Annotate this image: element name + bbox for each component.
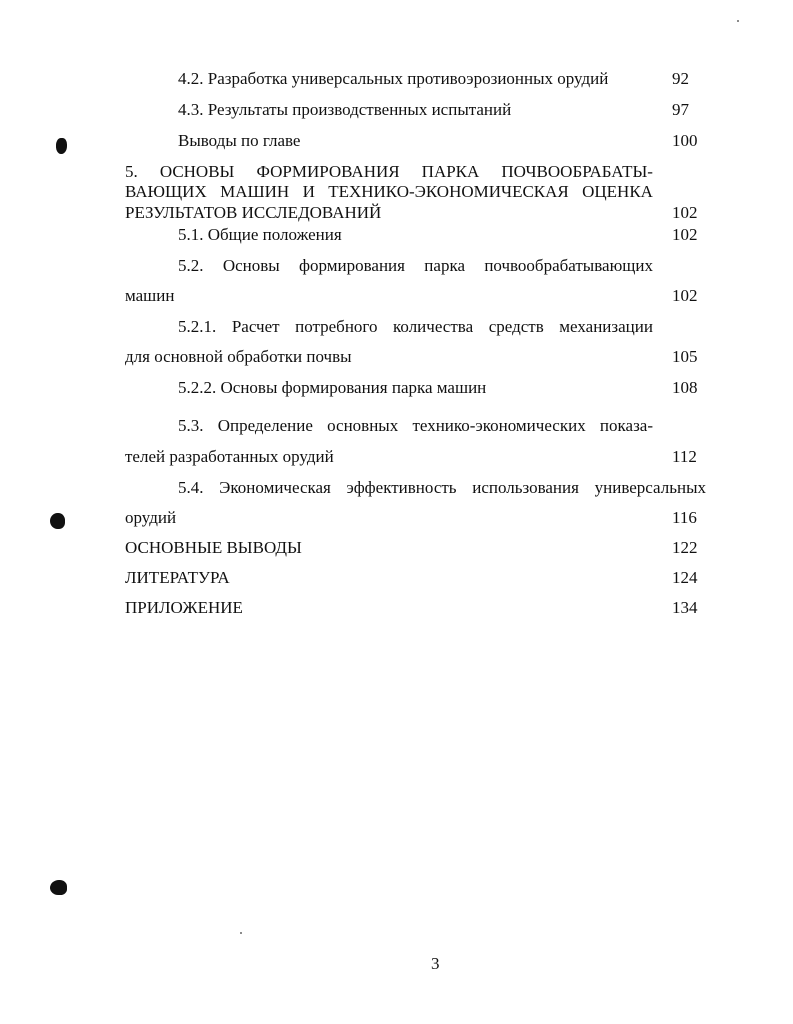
word: ФОРМИРОВАНИЯ bbox=[256, 162, 400, 181]
word: ПОЧВООБРАБАТЫ- bbox=[501, 162, 653, 181]
word: ОСНОВЫ bbox=[159, 162, 235, 181]
word: 5.2.1. bbox=[178, 317, 217, 336]
toc-chapter-5-page: 102 bbox=[672, 203, 698, 222]
toc-entry-5-4-title-line2: орудий bbox=[125, 508, 177, 527]
toc-chapter-5-title-line1 bbox=[125, 162, 653, 182]
word: ТЕХНИКО-ЭКОНОМИЧЕСКАЯ bbox=[328, 182, 569, 201]
word: Основы bbox=[222, 256, 280, 275]
word: Расчет bbox=[231, 317, 280, 336]
word: ВАЮЩИХ bbox=[125, 182, 207, 201]
binding-hole-mark bbox=[50, 880, 67, 895]
toc-entry-5-3-title-line1 bbox=[178, 416, 653, 436]
toc-entry-5-4-page: 116 bbox=[672, 508, 697, 527]
page-number: 3 bbox=[431, 954, 440, 973]
binding-hole-mark bbox=[56, 138, 67, 154]
toc-entry-5-2-page: 102 bbox=[672, 286, 698, 305]
word: И bbox=[302, 182, 315, 201]
word: 5.4. bbox=[178, 478, 204, 497]
toc-entry-ch4-conclusions-title: Выводы по главе bbox=[178, 131, 301, 150]
word: почвообрабатывающих bbox=[484, 256, 653, 275]
toc-entry-4-2-title: 4.2. Разработка универсальных противоэрозионных орудий bbox=[178, 69, 609, 88]
word: парка bbox=[424, 256, 465, 275]
toc-chapter-5-title-line2 bbox=[125, 182, 653, 202]
scan-speck bbox=[737, 20, 739, 22]
word: ПАРКА bbox=[421, 162, 480, 181]
word: ОЦЕНКА bbox=[582, 182, 653, 201]
toc-entry-5-2-1-title-line1 bbox=[178, 317, 653, 337]
word: 5.2. bbox=[178, 256, 204, 275]
toc-entry-5-2-title-line1 bbox=[178, 256, 653, 276]
toc-entry-4-2-page: 92 bbox=[672, 69, 689, 88]
word: потребного bbox=[295, 317, 378, 336]
toc-entry-5-1-page: 102 bbox=[672, 225, 698, 244]
word: МАШИН bbox=[220, 182, 290, 201]
toc-entry-5-4-title-line1 bbox=[178, 478, 706, 498]
toc-entry-4-3-title: 4.3. Результаты производственных испытаний bbox=[178, 100, 512, 119]
toc-main-conclusions-title: ОСНОВНЫЕ ВЫВОДЫ bbox=[125, 538, 302, 557]
toc-literature-page: 124 bbox=[672, 568, 698, 587]
toc-entry-5-2-1-page: 105 bbox=[672, 347, 698, 366]
toc-appendix-title: ПРИЛОЖЕНИЕ bbox=[125, 598, 243, 617]
toc-entry-5-2-2-title: 5.2.2. Основы формирования парка машин bbox=[178, 378, 487, 397]
word: количества bbox=[393, 317, 474, 336]
word: показа- bbox=[599, 416, 653, 435]
toc-entry-5-1-title: 5.1. Общие положения bbox=[178, 225, 342, 244]
word: формирования bbox=[299, 256, 405, 275]
word: основных bbox=[327, 416, 399, 435]
toc-entry-5-2-title-line2: машин bbox=[125, 286, 175, 305]
word: 5.3. bbox=[178, 416, 204, 435]
word: эффективность bbox=[346, 478, 457, 497]
word: Экономическая bbox=[219, 478, 331, 497]
word: средств bbox=[488, 317, 544, 336]
toc-entry-5-2-2-page: 108 bbox=[672, 378, 698, 397]
binding-hole-mark bbox=[50, 513, 65, 529]
word: Определение bbox=[217, 416, 313, 435]
toc-chapter-5-title-line3: РЕЗУЛЬТАТОВ ИССЛЕДОВАНИЙ bbox=[125, 203, 382, 222]
toc-appendix-page: 134 bbox=[672, 598, 698, 617]
word: 5. bbox=[125, 162, 138, 181]
toc-main-conclusions-page: 122 bbox=[672, 538, 698, 557]
toc-entry-ch4-conclusions-page: 100 bbox=[672, 131, 698, 150]
word: использования bbox=[472, 478, 579, 497]
toc-literature-title: ЛИТЕРАТУРА bbox=[125, 568, 230, 587]
word: технико-экономических bbox=[412, 416, 586, 435]
toc-entry-5-3-page: 112 bbox=[672, 447, 697, 466]
toc-entry-5-3-title-line2: телей разработанных орудий bbox=[125, 447, 334, 466]
word: механизации bbox=[559, 317, 653, 336]
scan-speck bbox=[240, 932, 242, 934]
word: универсальных bbox=[594, 478, 706, 497]
toc-entry-5-2-1-title-line2: для основной обработки почвы bbox=[125, 347, 352, 366]
toc-entry-4-3-page: 97 bbox=[672, 100, 689, 119]
